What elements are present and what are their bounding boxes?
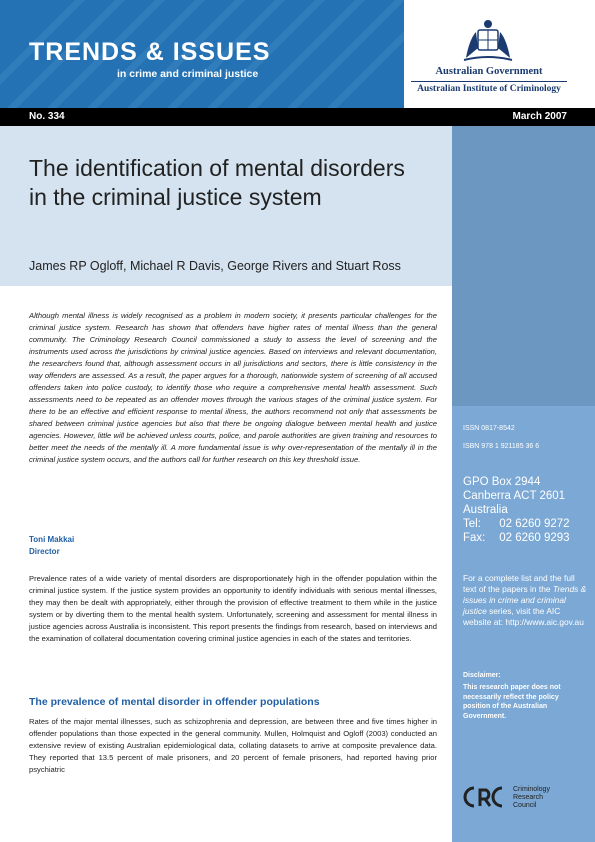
series-name: Trends & issues in crime and criminal justice — [463, 584, 587, 616]
fax-number: 02 6260 9293 — [499, 532, 570, 544]
sidebar-top — [452, 126, 595, 406]
issue-number: No. 334 — [29, 111, 65, 122]
foreword-signature — [29, 534, 74, 558]
series-title: TRENDS & ISSUES — [29, 38, 271, 66]
address-line: Australia — [463, 504, 508, 516]
body-paragraph: Rates of the major mental illnesses, such as schizophrenia and depression, are between three and five times higher in offender populations than those expected in the general community. Mullen, Holmquist and Ogloff (2003) conducted an extensive review of existing Australian epidemiological data, collating datasets to arrive at composite prevalence data. They reported that 13.5 percent of male prisoners, and 20 percent of female prisoners, had reported having prior psychiatric — [29, 717, 437, 774]
crc-logo-icon — [462, 784, 506, 810]
signer-role: Director — [29, 547, 60, 556]
issue-bar — [0, 108, 595, 126]
document-title: The identification of mental disorders in the criminal justice system — [29, 155, 405, 210]
website-link[interactable]: series, visit the AIC website at: http://www.aic.gov.au — [463, 606, 584, 627]
crc-name-line: Research — [513, 794, 543, 801]
section-heading: The prevalence of mental disorder in offender populations — [29, 696, 320, 708]
series-info — [463, 573, 588, 628]
tel-label: Tel: — [463, 518, 481, 530]
signer-name: Toni Makkai — [29, 535, 75, 544]
abstract: Although mental illness is widely recognised as a problem in modern society, it presents particular challenges for the criminal justice system. Research has shown that offenders have higher rates of mental illness than the general community. The Criminology Research Council commissioned a study to assess the level of screening and the instruments used across the jurisdictions by criminal justice agencies. Based on interviews and relevant documentation, the researchers found that, although assessment occurs in all jurisdictions and sectors, there is little consistency in the way offenders are assessed. As a result, the paper argues for a thorough, nationwide system of screening of all accused offenders taken into police custody, to identify those who require a comprehensive mental health assessment. Such assessments need to be repeated as an offender moves through the various stages of the criminal justice system. For there to be an effective and efficient response to mental illness, the authors recommend not only that assessments be shared between criminal justice agencies but also that there be ongoing dialogue between mental health and justice agencies. However, little will be achieved unless courts, police, and parole authorities are given training and resources to better meet the needs of the mentally ill. A more fundamental issue is why over-representation of the mentally ill in the criminal justice system occurs, and the authors call for further research on this key threshold issue. — [29, 311, 437, 464]
publication-ids — [463, 420, 539, 456]
body-paragraph: Prevalence rates of a wide variety of mental disorders are disproportionately high in the offender population within the criminal justice system. If the justice system provides an opportunity to identify individuals with serious mental illnesses, they may then be dealt with appropriately, either through the provision of effective treatment to them while in the justice system or by diverting them to the mental health system. Unfortunately, screening and assessment for mental illness in justice agencies across Australia is inconsistent. This report presents the findings from research, based on interviews and the examination of collateral documentation covering criminal justice agencies in each of the states and territories. — [29, 574, 437, 643]
authors: James RP Ogloff, Michael R Davis, George Rivers and Stuart Ross — [29, 259, 401, 273]
institute-name: Australian Institute of Criminology — [417, 84, 561, 94]
address-line: GPO Box 2944 — [463, 476, 541, 488]
fax-label: Fax: — [463, 532, 486, 544]
disclaimer-text: This research paper does not necessarily reflect the policy position of the Australian Government. — [463, 684, 561, 720]
crc-name-line: Criminology — [513, 786, 550, 793]
isbn: ISBN 978 1 921185 36 6 — [463, 443, 540, 450]
address-line: Canberra ACT 2601 — [463, 490, 566, 502]
issue-date: March 2007 — [512, 111, 567, 122]
series-info-text: For a complete list and the full text of the papers in the — [463, 573, 575, 594]
divider — [411, 81, 567, 82]
crc-name-line: Council — [513, 802, 537, 809]
disclaimer-heading: Disclaimer: — [463, 672, 501, 679]
telephone — [463, 517, 591, 531]
coat-of-arms-icon — [458, 18, 518, 64]
crc-name — [513, 786, 550, 810]
contact-address — [463, 475, 591, 545]
tel-number: 02 6260 9272 — [499, 518, 570, 530]
series-subtitle: in crime and criminal justice — [117, 68, 259, 80]
fax — [463, 531, 591, 545]
government-name: Australian Government — [435, 66, 543, 77]
issn: ISSN 0817-8542 — [463, 425, 515, 432]
